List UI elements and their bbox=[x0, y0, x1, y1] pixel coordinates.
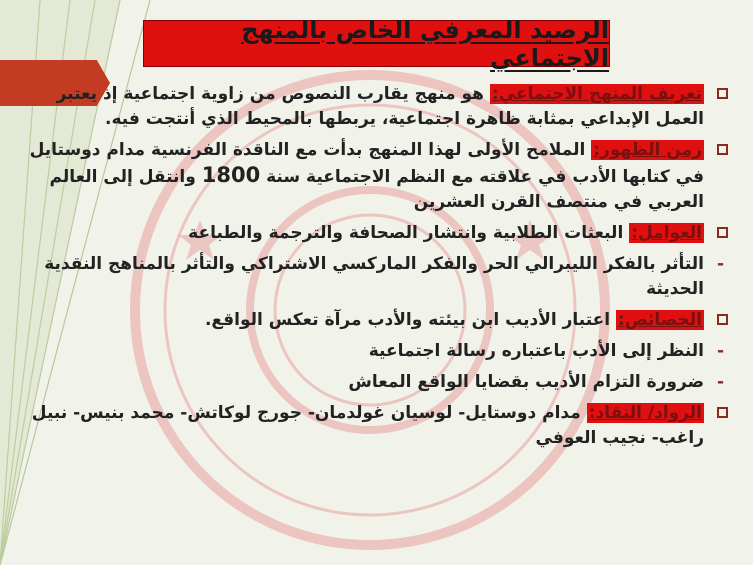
item-text: البعثات الطلابية وانتشار الصحافة والترجمة والطباعة bbox=[188, 223, 624, 243]
square-bullet-icon bbox=[717, 227, 728, 238]
item-label: العوامل: bbox=[631, 223, 702, 243]
dash-bullet-icon: - bbox=[716, 254, 724, 274]
list-item-emergence bbox=[14, 138, 730, 215]
item-label: تعريف المنهج الاجتماعي: bbox=[491, 84, 702, 104]
item-text: مدام دوستايل- لوسيان غولدمان- جورج لوكاتش- محمد بنيس- نبيل راغب- نجيب العوفي bbox=[31, 403, 704, 448]
list-item-definition bbox=[14, 82, 730, 132]
item-text: اعتبار الأديب ابن بيئته والأدب مرآة تعكس الواقع. bbox=[204, 310, 611, 330]
list-item-pioneers bbox=[14, 401, 730, 451]
item-year: 1800 bbox=[201, 163, 261, 187]
list-item-factors bbox=[14, 221, 730, 246]
square-bullet-icon bbox=[717, 314, 728, 325]
item-text: ضرورة التزام الأديب بقضايا الواقع المعاش bbox=[348, 372, 704, 392]
item-text: الملامح الأولى لهذا المنهج بدأت مع الناقدة الفرنسية مدام دوستايل في كتابها الأدب في علاقته مع النظم الاجتماعية سنة bbox=[29, 140, 704, 187]
item-text: وانتقل إلى العالم العربي في منتصف القرن العشرين bbox=[49, 167, 704, 212]
item-label: زمن الظهور: bbox=[593, 140, 702, 160]
square-bullet-icon bbox=[717, 88, 728, 99]
content-list bbox=[14, 82, 730, 457]
square-bullet-icon bbox=[717, 407, 728, 418]
item-text: التأثر بالفكر الليبرالي الحر والفكر الماركسي الاشتراكي والتأثر بالمناهج النقدية الحديثة bbox=[44, 254, 704, 299]
item-label: الخصائص: bbox=[618, 310, 702, 330]
dash-bullet-icon: - bbox=[716, 372, 724, 392]
page-title: الرصيد المعرفي الخاص بالمنهج الاجتماعي bbox=[143, 20, 610, 67]
list-subitem-social-message bbox=[14, 339, 730, 364]
list-item-characteristics bbox=[14, 308, 730, 333]
square-bullet-icon bbox=[717, 144, 728, 155]
list-subitem-influence bbox=[14, 252, 730, 302]
dash-bullet-icon: - bbox=[716, 341, 724, 361]
list-subitem-commitment bbox=[14, 370, 730, 395]
item-label: الرواد/ النقاد: bbox=[588, 403, 702, 423]
item-text: النظر إلى الأدب باعتباره رسالة اجتماعية bbox=[368, 341, 704, 361]
item-text: هو منهج يقارب النصوص من زاوية اجتماعية إذ يعتبر العمل الإبداعي بمثابة ظاهرة اجتماعية، يربطها بالمحيط الذي أنتجت فيه. bbox=[56, 84, 704, 129]
